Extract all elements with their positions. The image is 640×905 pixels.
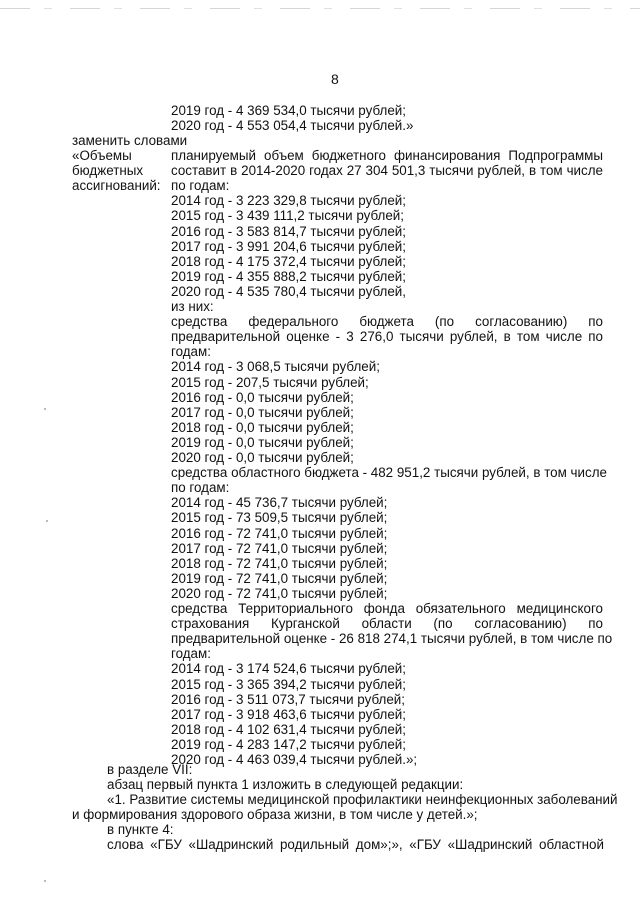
body-line: 2016 год - 72 741,0 тысячи рублей;	[171, 525, 388, 541]
body-line: 2015 год - 3 439 111,2 тысячи рублей;	[171, 208, 404, 224]
body-line: 2014 год - 3 068,5 тысячи рублей;	[171, 359, 380, 375]
body-line: 2014 год - 45 736,7 тысячи рублей;	[171, 495, 388, 511]
body-line: средства федерального бюджета (по согласованию) по	[171, 314, 603, 330]
body-line: 2020 год - 4 535 780,4 тысячи рублей,	[171, 283, 406, 299]
body-line: годам:	[171, 646, 211, 662]
body-line: 2015 год - 207,5 тысячи рублей;	[171, 374, 369, 390]
body-line: предварительной оценке - 26 818 274,1 тысячи рублей, в том числе по	[171, 631, 613, 647]
body-line: 2019 год - 0,0 тысячи рублей;	[171, 434, 354, 450]
words-line: слова «ГБУ «Шадринский родильный дом»;», «ГБУ «Шадринский областной	[107, 837, 604, 852]
paragraph-instruction: абзац первый пункта 1 изложить в следующей редакции:	[107, 777, 464, 792]
body-line: 2017 год - 3 918 463,6 тысячи рублей;	[171, 706, 406, 722]
body-line: планируемый объем бюджетного финансирования Подпрограммы	[171, 148, 603, 163]
body-line: 2016 год - 0,0 тысячи рублей;	[171, 389, 354, 405]
body-line: 2018 год - 4 102 631,4 тысячи рублей;	[171, 721, 406, 737]
replace-with-text: заменить словами	[72, 133, 188, 148]
text-line: 2019 год - 4 369 534,0 тысячи рублей;	[171, 103, 406, 118]
quote-line: и формирования здорового образа жизни, в том числе у детей.»;	[72, 807, 478, 822]
body-line: 2019 год - 4 283 147,2 тысячи рублей;	[171, 736, 406, 752]
body-line: 2019 год - 4 355 888,2 тысячи рублей;	[171, 268, 406, 284]
scan-speck	[44, 408, 46, 410]
scan-speck	[44, 880, 46, 882]
point-ref: в пункте 4:	[107, 822, 174, 837]
body-line: 2018 год - 72 741,0 тысячи рублей;	[171, 555, 388, 571]
body-line: годам:	[171, 344, 211, 360]
scan-artifact	[0, 8, 640, 9]
body-line: 2016 год - 3 511 073,7 тысячи рублей;	[171, 691, 405, 707]
body-line: 2014 год - 3 223 329,8 тысячи рублей;	[171, 193, 406, 209]
scan-speck	[46, 520, 48, 522]
body-line: 2020 год - 0,0 тысячи рублей;	[171, 450, 354, 465]
quote-line: «1. Развитие системы медицинской профилактики неинфекционных заболеваний	[107, 792, 618, 807]
section-ref: в разделе VII:	[107, 762, 193, 777]
body-line: предварительной оценке - 3 276,0 тысячи рублей, в том числе по	[171, 329, 603, 345]
label-line: ассигнований:	[72, 178, 161, 193]
body-line: 2017 год - 0,0 тысячи рублей;	[171, 404, 354, 420]
body-line: 2019 год - 72 741,0 тысячи рублей;	[171, 570, 388, 586]
body-line: 2018 год - 4 175 372,4 тысячи рублей;	[171, 253, 406, 269]
body-line: средства Территориального фонда обязательного медицинского	[171, 601, 603, 616]
body-line: 2020 год - 72 741,0 тысячи рублей;	[171, 585, 388, 601]
body-line: 2016 год - 3 583 814,7 тысячи рублей;	[171, 223, 406, 239]
body-line: 2015 год - 3 365 394,2 тысячи рублей;	[171, 676, 406, 692]
body-line: 2018 год - 0,0 тысячи рублей;	[171, 419, 354, 435]
body-line: 2015 год - 73 509,5 тысячи рублей;	[171, 510, 388, 526]
text-line: 2020 год - 4 553 054,4 тысячи рублей.»	[171, 118, 414, 133]
body-line: 2017 год - 72 741,0 тысячи рублей;	[171, 540, 388, 556]
body-line: составит в 2014-2020 годах 27 304 501,3 тысячи рублей, в том числе	[171, 163, 603, 179]
body-line: страхования Курганской области (по согласованию) по	[171, 616, 603, 632]
body-line: 2020 год - 4 463 039,4 тысячи рублей.»;	[171, 752, 418, 767]
body-line: по годам:	[171, 178, 230, 194]
body-line: 2014 год - 3 174 524,6 тысячи рублей;	[171, 661, 406, 677]
label-line: бюджетных	[72, 163, 144, 178]
body-line: средства областного бюджета - 482 951,2 тысячи рублей, в том числе	[171, 465, 607, 481]
page-number: 8	[331, 71, 339, 87]
label-line: «Объемы	[72, 148, 132, 163]
body-line: из них:	[171, 299, 214, 314]
body-line: 2017 год - 3 991 204,6 тысячи рублей;	[171, 238, 406, 254]
body-line: по годам:	[171, 480, 230, 496]
